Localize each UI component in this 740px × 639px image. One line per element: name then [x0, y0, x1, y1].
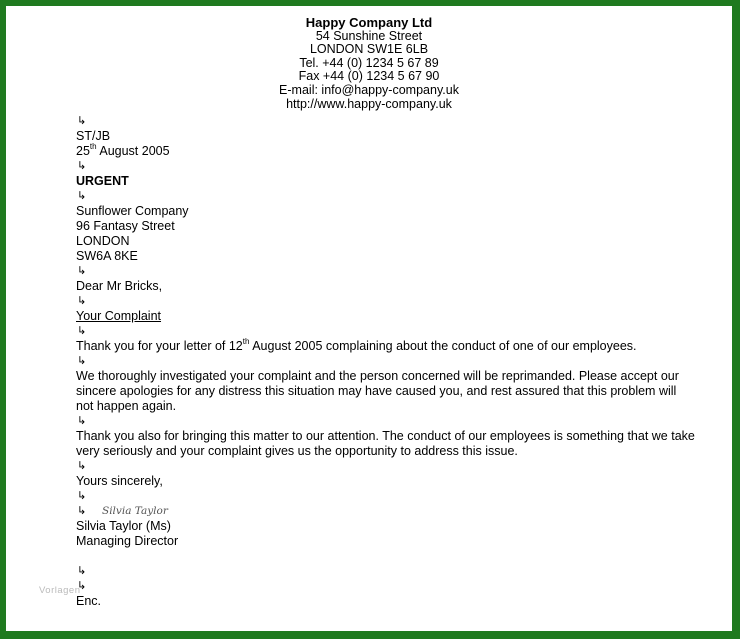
paragraph-mark-icon: ↳: [77, 505, 87, 517]
paragraph-mark-icon: ↳: [77, 190, 87, 202]
paragraph-mark-icon: ↳: [77, 160, 87, 172]
letter-date: 25th August 2005: [76, 141, 170, 158]
paragraph-mark-icon: ↳: [77, 565, 87, 577]
blank-line: [76, 549, 696, 564]
subject-line: Your Complaint: [76, 309, 162, 323]
handwritten-signature: Silvia Taylor: [102, 505, 168, 517]
paragraph-mark-icon: ↳: [77, 355, 87, 367]
company-fax: Fax +44 (0) 1234 5 67 90: [298, 69, 440, 84]
paragraph-3: Thank you also for bringing this matter to our attention. The conduct of our employees is something that we take very seriously and your complaint gives us the opportunity to address this issue.: [76, 429, 695, 458]
salutation: Dear Mr Bricks,: [76, 279, 163, 293]
paragraph-mark-icon: ↳: [77, 325, 87, 337]
reference: ST/JB: [76, 129, 111, 143]
company-email: E-mail: info@happy-company.uk: [279, 82, 459, 97]
letterhead: [6, 16, 732, 111]
recipient-street: 96 Fantasy Street: [76, 219, 175, 233]
company-name: Happy Company Ltd: [305, 15, 433, 30]
recipient-company: Sunflower Company: [76, 204, 189, 218]
paragraph-mark-icon: ↳: [77, 490, 87, 502]
paragraph-mark-icon: ↳: [77, 115, 87, 127]
urgent-label: URGENT: [76, 174, 129, 188]
paragraph-1: Thank you for your letter of 12th August 2005 complaining about the conduct of one of our employees.: [76, 336, 637, 353]
paragraph-mark-icon: ↳: [77, 265, 87, 277]
signer-title: Managing Director: [76, 534, 179, 548]
company-address-street: 54 Sunshine Street: [315, 28, 423, 43]
paragraph-mark-icon: ↳: [77, 460, 87, 472]
watermark: Vorlagen: [39, 585, 81, 596]
paragraph-mark-icon: ↳: [77, 580, 87, 592]
paragraph-2: We thoroughly investigated your complaint and the person concerned will be reprimanded. Please accept our sincere apologies for any distress this situation may have caused you, and rest assured that this problem will not happen again.: [76, 369, 679, 413]
recipient-postcode: SW6A 8KE: [76, 249, 138, 263]
enclosure-note: Enc.: [76, 594, 102, 608]
company-website: http://www.happy-company.uk: [286, 96, 452, 111]
company-telephone: Tel. +44 (0) 1234 5 67 89: [299, 55, 439, 70]
signature-row: [76, 504, 696, 519]
closing: Yours sincerely,: [76, 474, 163, 488]
letter-page: [6, 6, 732, 631]
signer-name: Silvia Taylor (Ms): [76, 519, 171, 533]
paragraph-mark-icon: ↳: [77, 415, 87, 427]
recipient-city: LONDON: [76, 234, 130, 248]
company-address-city: LONDON SW1E 6LB: [309, 42, 429, 57]
paragraph-mark-icon: ↳: [77, 295, 87, 307]
letter-body: [76, 114, 696, 609]
